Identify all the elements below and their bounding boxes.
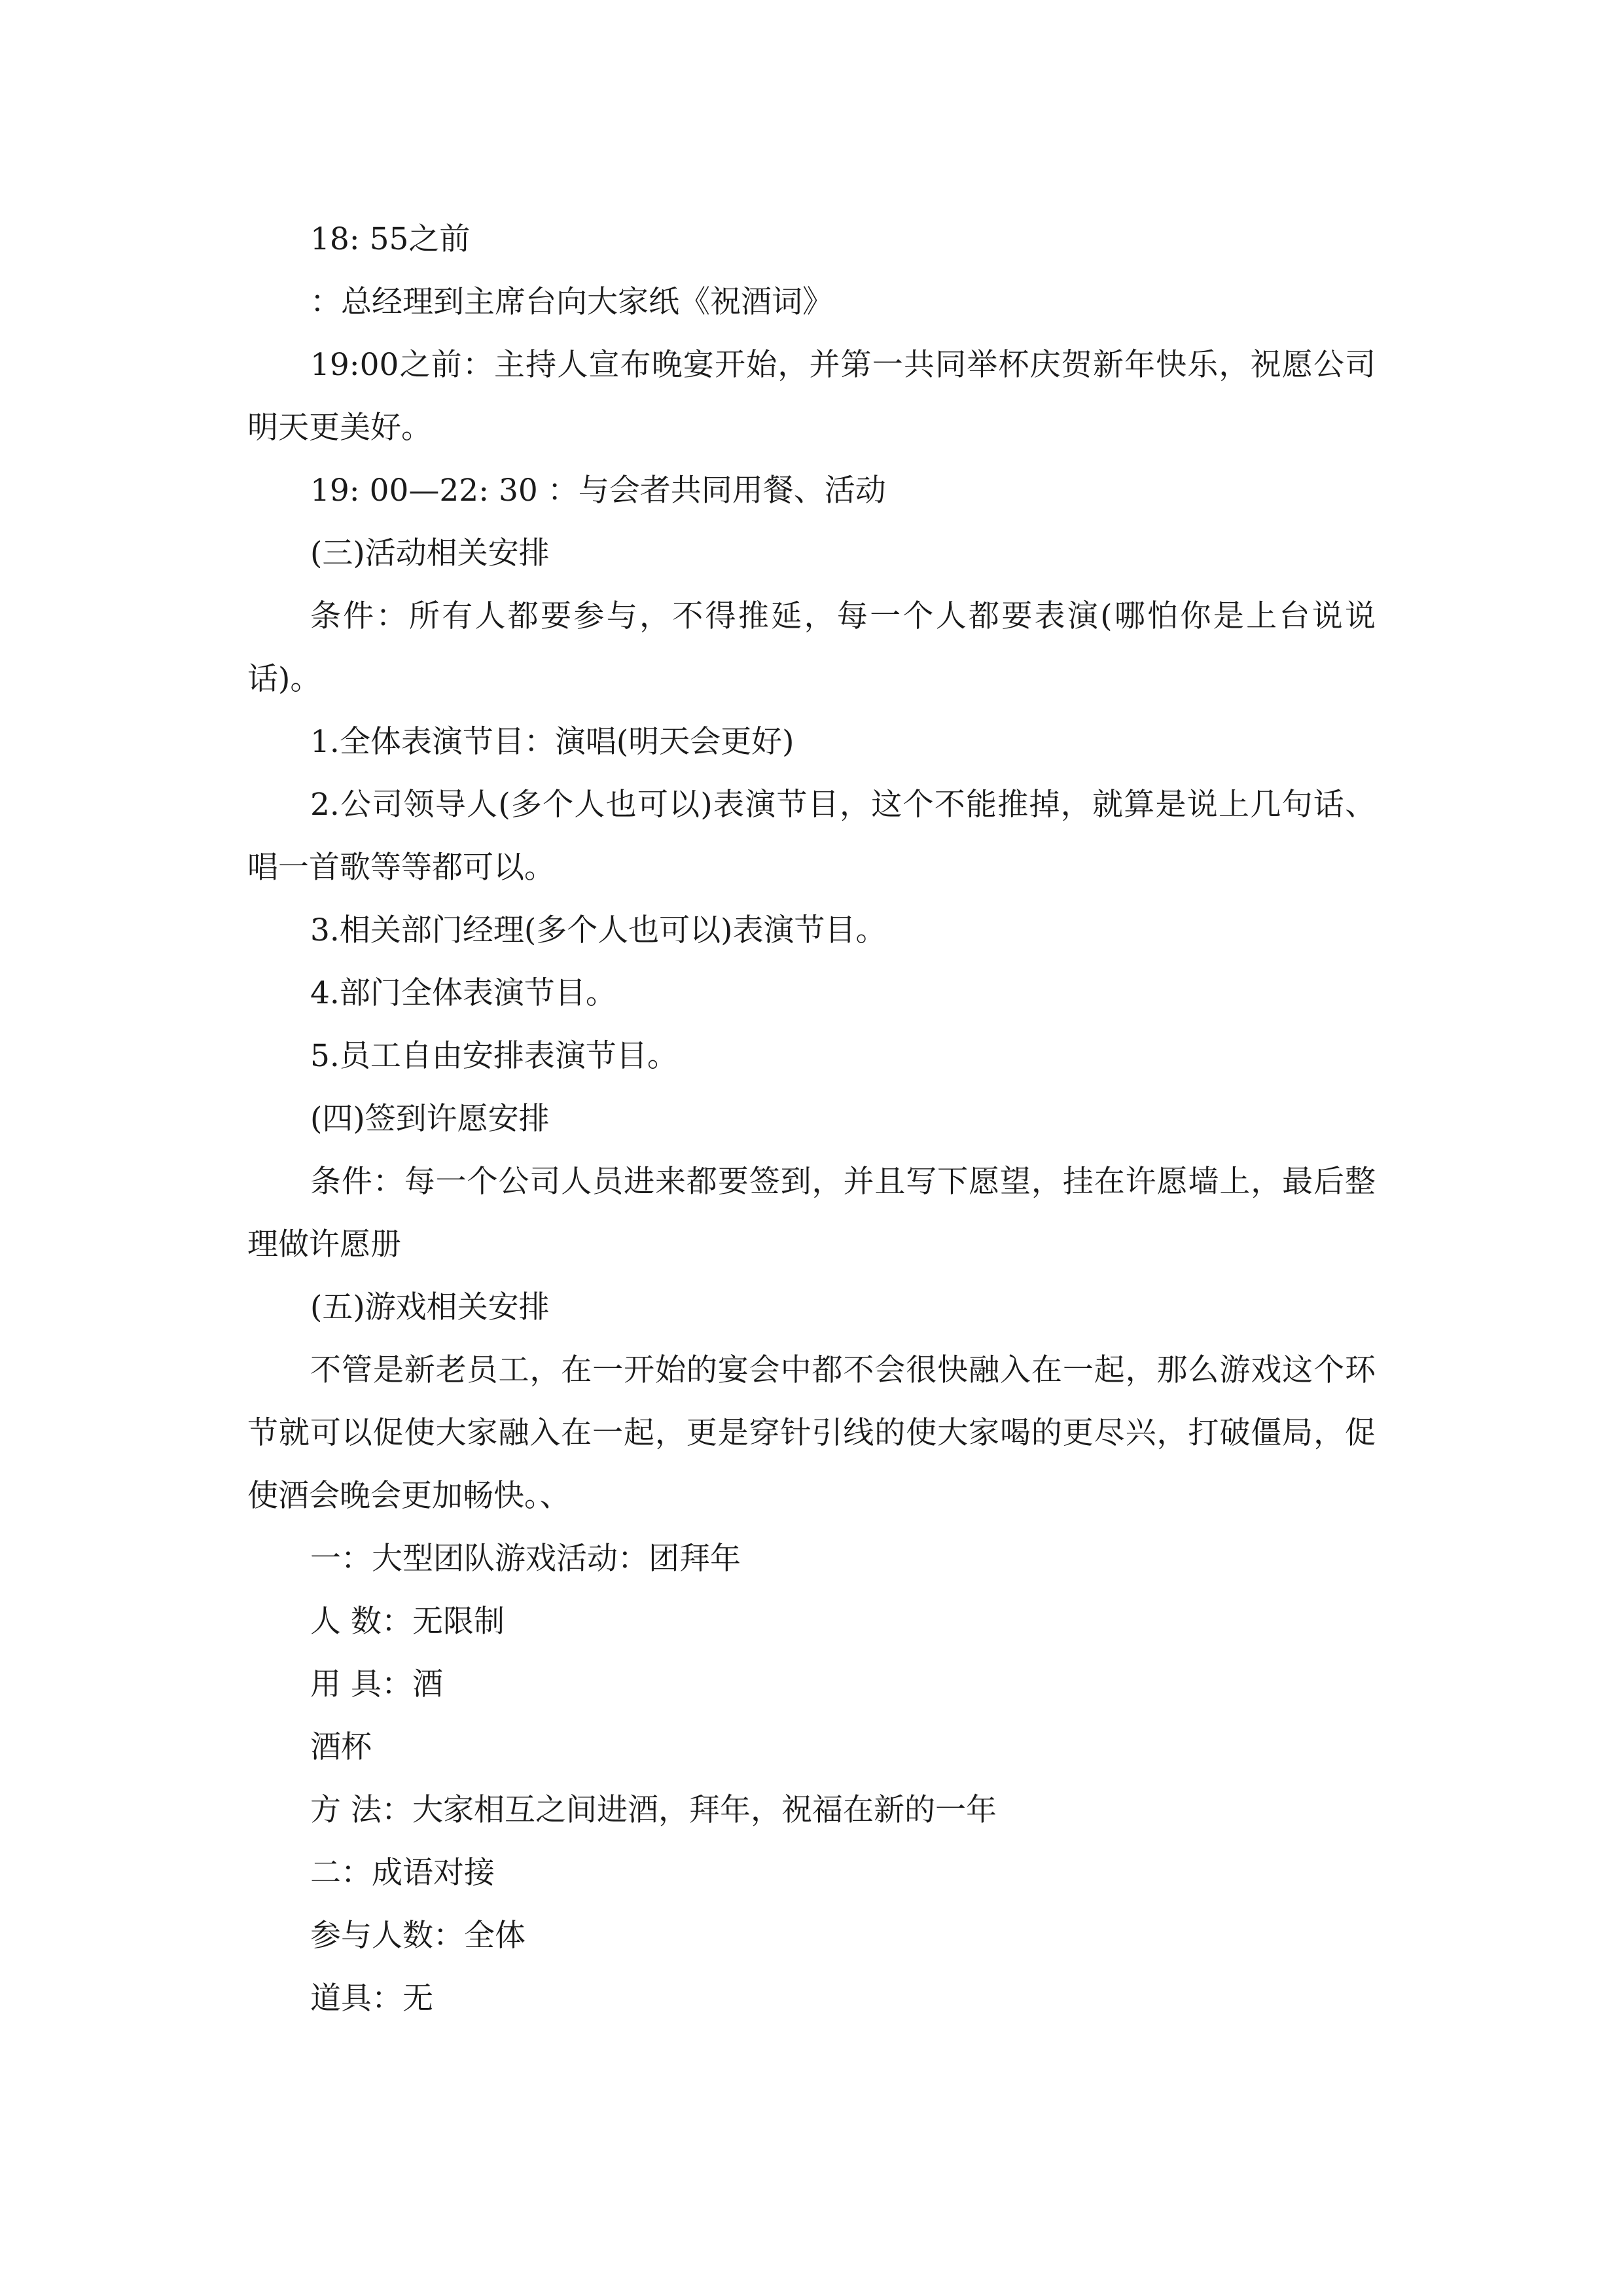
game-1-participants: 人 数：无限制 bbox=[310, 1604, 505, 1640]
game-2-title: 二：成语对接 bbox=[310, 1855, 495, 1891]
list-item-5: 5.员工自由安排表演节目。 bbox=[310, 1038, 678, 1074]
game-2-participants: 参与人数：全体 bbox=[310, 1918, 526, 1954]
game-1-tools-cups: 酒杯 bbox=[310, 1729, 372, 1765]
section-heading-games: (五)游戏相关安排 bbox=[310, 1289, 550, 1325]
game-1-title: 一：大型团队游戏活动：团拜年 bbox=[310, 1541, 741, 1577]
game-1-tools: 用 具：酒 bbox=[310, 1666, 443, 1702]
paragraph-dinner-start: 19:00之前：主持人宣布晚宴开始，并第一共同举杯庆贺新年快乐，祝愿公司明天更美好。 bbox=[247, 347, 1376, 446]
paragraph-activity-conditions: 条件：所有人都要参与，不得推延，每一个人都要表演(哪怕你是上台说说话)。 bbox=[247, 598, 1376, 697]
game-2-props: 道具：无 bbox=[310, 1981, 433, 2017]
paragraph-signin-conditions: 条件：每一个公司人员进来都要签到，并且写下愿望，挂在许愿墙上，最后整理做许愿册 bbox=[247, 1164, 1376, 1263]
paragraph-dinner-1855: 18: 55之前 bbox=[310, 221, 471, 257]
paragraph-games-intro: 不管是新老员工，在一开始的宴会中都不会很快融入在一起，那么游戏这个环节就可以促使大家融入在一起，更是穿针引线的使大家喝的更尽兴，打破僵局，促使酒会晚会更加畅快。、 bbox=[247, 1352, 1376, 1514]
game-1-method: 方 法：大家相互之间进酒，拜年，祝福在新的一年 bbox=[310, 1792, 997, 1828]
list-item-1: 1.全体表演节目：演唱(明天会更好) bbox=[310, 724, 794, 760]
list-item-4: 4.部门全体表演节目。 bbox=[310, 975, 616, 1011]
document-body bbox=[247, 208, 1376, 2030]
list-item-2: 2.公司领导人(多个人也可以)表演节目，这个不能推掉，就算是说上几句话、唱一首歌等等都可以。 bbox=[247, 787, 1376, 886]
paragraph-dining-activities: 19: 00—22: 30 ：与会者共同用餐、活动 bbox=[310, 473, 886, 509]
paragraph-toast-speech: ：总经理到主席台向大家纸《祝酒词》 bbox=[310, 284, 833, 320]
section-heading-signin: (四)签到许愿安排 bbox=[310, 1101, 550, 1137]
section-heading-activities: (三)活动相关安排 bbox=[310, 535, 550, 571]
list-item-3: 3.相关部门经理(多个人也可以)表演节目。 bbox=[310, 912, 887, 948]
